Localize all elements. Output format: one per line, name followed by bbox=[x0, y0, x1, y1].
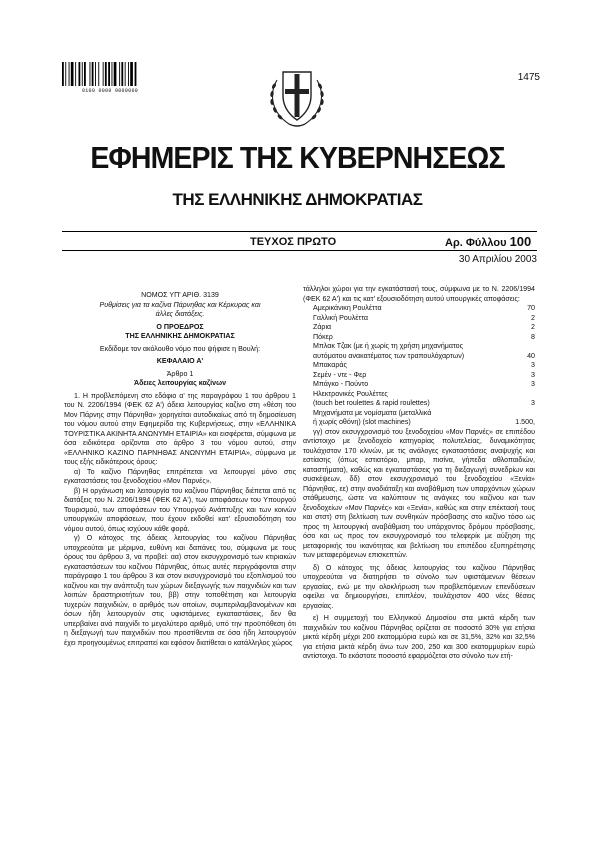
games-table bbox=[303, 304, 535, 428]
game-name: Αμερικάνικη Ρουλέττα bbox=[313, 304, 382, 312]
issue-label: ΤΕΥΧΟΣ ΠΡΩΤΟ bbox=[250, 236, 337, 248]
promulgation: Εκδίδομε τον ακόλουθο νόμο που ψήφισε η Βουλή: bbox=[99, 344, 261, 353]
game-count: 3 bbox=[531, 370, 535, 379]
gazette-title: ΕΦΗΜΕΡΙΣ ΤΗΣ ΚΥΒΕΡΝΗΣΕΩΣ bbox=[90, 140, 505, 175]
game-name: Μπλακ Τζακ (με ή χωρίς τη χρήση μηχανήματος bbox=[313, 342, 464, 350]
game-row bbox=[313, 333, 535, 343]
game-name: Μπάγκο - Πούντο bbox=[313, 380, 369, 388]
sheet-number bbox=[445, 234, 531, 249]
paragraph: γγ) στον εκσυγχρονισμό του ξενοδοχείου «Μον Παρνές» σε επιπέδου αντίστοιχο με ξενοδοχείο κατηγορίας πολυτελείας, δυναμικότητας τουλάχιστον 170 κλινών, με τις ανάλογες εγκαταστάσεις αναψυχής και εστίασης (όπως εστιατόριο, μπαρ, πισίνα, γήπεδα αθλοπαιδιών, καταστήματα), καθώς και εγκαταστάσεις για τη διεξαγωγή συνεδρίων και συσκέψεων, δδ) στον εκσυγχρονισμό του ξενοδοχείου «Ξενία» Πάρνηθας, εε) στην αναδιάταξη και αναβάθμιση των υπαρχόντων χώρων στάθμευσης, ώστε να καλύπτουν τις ανάγκες του καζίνου και των ξενοδοχείων «Μον Παρνές» και «Ξενία», καθώς και στην επέκτασή τους και στστ) στη βελτίωση των συνθηκών πρόσβασης στο καζίνο τόσο ως προς τη λειτουργική αναβάθμιση του υπάρχοντος δρόμου πρόσβασης, όσο και ως προς τον εκσυγχρονισμό του τελεφερίκ με αύξηση της μεταφορικής του ικανότητας και βελτίωση του επιπέδου εξυπηρέτησης των μεταφερόμενων επισκεπτών. bbox=[303, 427, 535, 559]
game-count: 3 bbox=[531, 380, 535, 388]
president-heading: Ο ΠΡΟΕΔΡΟΣ bbox=[156, 322, 204, 331]
game-count: 2 bbox=[531, 323, 535, 331]
law-number: ΝΟΜΟΣ ΥΠ' ΑΡΙΘ. 3139 bbox=[141, 291, 219, 299]
paragraph: β) Η οργάνωση και λειτουργία του καζίνου Πάρνηθας διέπεται από τις διατάξεις του Ν. 2206/1994 (ΦΕΚ 62 Α'), των αποφάσεων του Υπουργού Τουρισμού, των αποφάσεων του Υπουργού Ανάπτυξης και των κοινών υπουργικών αποφάσεων, που έχουν εκδοθεί κατ' εξουσιοδότηση του νόμου αυτού, όπως ισχύουν κάθε φορά. bbox=[64, 486, 296, 533]
sheet-value: 100 bbox=[509, 234, 532, 249]
article-heading: Άρθρο 1 bbox=[166, 369, 194, 378]
divider bbox=[62, 231, 537, 232]
gazette-subtitle: ΤΗΣ ΕΛΛΗΝΙΚΗΣ ΔΗΜΟΚΡΑΤΙΑΣ bbox=[172, 190, 423, 209]
game-name: Γαλλική Ρουλέττα bbox=[313, 313, 369, 322]
page-number: 1475 bbox=[517, 72, 540, 83]
game-row bbox=[313, 371, 535, 381]
barcode-number: 0100 0000 0000000 bbox=[81, 88, 139, 94]
game-name: Σεμέν - ντε - Φερ bbox=[313, 370, 367, 379]
game-name: ή χωρίς οθόνη) (slot machines) bbox=[313, 418, 411, 426]
game-count: 3 bbox=[531, 361, 535, 369]
game-name: Μπακαράς bbox=[313, 361, 347, 369]
sheet-label: Αρ. Φύλλου bbox=[445, 237, 507, 249]
issue-date: 30 Απριλίου 2003 bbox=[458, 254, 537, 265]
game-row bbox=[313, 399, 535, 409]
paragraph: α) Το καζίνο Πάρνηθας επιτρέπεται να λειτουργεί μόνο στις εγκαταστάσεις του ξενοδοχείου «Μον Παρνές». bbox=[64, 467, 296, 485]
game-count: 8 bbox=[531, 332, 535, 341]
game-name: Ηλεκτρονικές Ρουλέττες bbox=[313, 389, 388, 398]
chapter-heading: ΚΕΦΑΛΑΙΟ Α' bbox=[156, 357, 204, 365]
game-row bbox=[313, 418, 535, 428]
game-row bbox=[313, 361, 535, 371]
game-name: (touch bet roulettes & rapid roulettes) bbox=[313, 399, 430, 407]
game-row bbox=[313, 390, 535, 400]
game-count: 40 bbox=[527, 351, 535, 360]
game-row bbox=[313, 409, 535, 419]
divider bbox=[62, 250, 537, 251]
paragraph: τάλληλοι χώροι για την εγκατάστασή τους, σύμφωνα με το Ν. 2206/1994 (ΦΕΚ 62 Α') και τις κατ' εξουσιοδότηση αυτού υπουργικές αποφάσεις: bbox=[303, 285, 535, 303]
law-description: Ρυθμίσεις για τα καζίνα Πάρνηθας και Κέρκυρας και bbox=[99, 300, 261, 309]
game-name: Πόκερ bbox=[313, 332, 333, 341]
game-count: 2 bbox=[531, 313, 535, 322]
game-row bbox=[313, 304, 535, 314]
game-row bbox=[313, 380, 535, 390]
game-row bbox=[313, 342, 535, 352]
game-count: 3 bbox=[531, 399, 535, 407]
paragraph: ε) Η συμμετοχή του Ελληνικού Δημοσίου στα μικτά κέρδη των παιχνιδιών του καζίνου Πάρνηθας ορίζεται σε ποσοστό 30% για ετήσια μικτά κέρδη μέχρι 200 εκατομμύρια ευρώ και σε 31,5%, 32% και 32,5% για ετήσια μικτά κέρδη άνω των 200, 250 και 300 εκατομμυρίων ευρώ αντίστοιχα. Το εκάστοτε ποσοστό εφαρμόζεται στο σύνολο των ετή- bbox=[303, 614, 535, 660]
paragraph: γ) Ο κάτοχος της άδειας λειτουργίας του καζίνου Πάρνηθας υποχρεούται με μέριμνα, ευθύνη και δαπάνες του, σύμφωνα με τους όρους του άρθρου 3, να προβεί: αα) στον εκσυγχρονισμό των κτιριακών εγκαταστάσεων του καζίνου Πάρνηθας, όπως αυτές περιγράφονται στην παράγραφο 1 του άρθρου 3 και στον εκσυγχρονισμό του εξοπλισμού του καζίνου και την ανάπτυξη των χώρων διεξαγωγής των παιχνιδιών και των λοιπών δραστηριοτήτων του, ββ) στην τοποθέτηση και λειτουργία τυχερών παιχνιδιών, ο αριθμός των οποίων, συμπεριλαμβανομένων και όσων ήδη λειτουργούν στις υφιστάμενες εγκαταστάσεις, δεν θα υπερβαίνει ανά παιχνίδι το μεγαλύτερο αριθμό, υπό την προϋπόθεση ότι η διεξαγωγή των παιχνιδιών που προστίθενται σε όσα ήδη λειτουργούν έχει προηγουμένως επιτραπεί και εφόσον διατίθεται ο κατάλληλος χώρος bbox=[64, 534, 296, 647]
republic-heading: ΤΗΣ ΕΛΛΗΝΙΚΗΣ ΔΗΜΟΚΡΑΤΙΑΣ bbox=[125, 332, 235, 340]
left-column bbox=[64, 291, 296, 648]
game-name: αυτόματου ανακατέματος των τραπουλόχαρτων) bbox=[313, 351, 465, 360]
game-count: 70 bbox=[527, 304, 535, 312]
game-row bbox=[313, 352, 535, 362]
game-name: Μηχανήματα με νομίσματα (μεταλλικά bbox=[313, 408, 432, 417]
right-column bbox=[303, 285, 535, 662]
game-row bbox=[313, 314, 535, 324]
game-name: Ζάρια bbox=[313, 323, 332, 331]
game-row bbox=[313, 323, 535, 333]
paragraph: 1. Η προβλεπόμενη στο εδάφιο α' της παραγράφου 1 του άρθρου 1 του Ν. 2206/1994 (ΦΕΚ 62 Α') άδεια λειτουργίας καζίνο στη «θέση του Μον Πάρνης στην Πάρνηθα» χορηγείται αυτοδικαίως από τη δημοσίευση του νόμου αυτού στην Εφημερίδα της Κυβερνήσεως, στην «ΕΛΛΗΝΙΚΑ ΤΟΥΡΙΣΤΙΚΑ ΑΚΙΝΗΤΑ ΑΝΩΝΥΜΗ ΕΤΑΙΡΙΑ» και εισφέρεται, σύμφωνα με όσα ειδικότερα ορίζονται στο άρθρο 3 του νόμου αυτού, στην «ΕΛΛΗΝΙΚΟ ΚΑΖΙΝΟ ΠΑΡΝΗΘΑΣ ΑΝΩΝΥΜΗ ΕΤΑΙΡΙΑ», σύμφωνα με τους εξής ειδικότερους όρους: bbox=[64, 391, 296, 466]
paragraph: δ) Ο κάτοχος της άδειας λειτουργίας του καζίνου Πάρνηθας υποχρεούται να διατηρήσει το σύνολο των υφιστάμενων θέσεων εργασίας, ενώ με την ολοκλήρωση των προβλεπόμενων επενδύσεων οφείλει να δημιουργήσει, επιπλέον, τουλάχιστον 400 νέες θέσεις εργασίας. bbox=[303, 563, 535, 610]
barcode bbox=[62, 62, 156, 86]
coat-of-arms-icon bbox=[265, 64, 329, 130]
game-count: 1.500, bbox=[515, 418, 535, 426]
law-description-2: άλλες διατάξεις. bbox=[155, 310, 205, 318]
article-title: Άδειες λειτουργίας καζίνων bbox=[133, 379, 227, 387]
